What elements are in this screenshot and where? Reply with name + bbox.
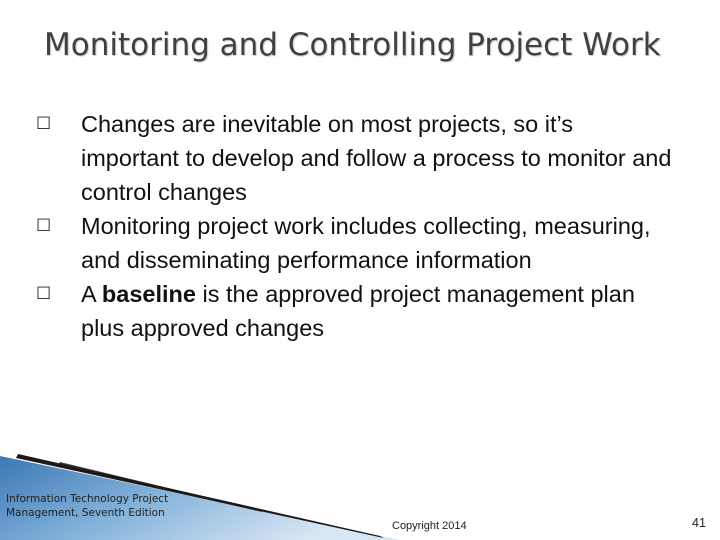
slide-title: Monitoring and Controlling Project Work xyxy=(44,27,661,63)
bullet-list xyxy=(36,107,676,345)
book-title-footer: Information Technology Project Management, Seventh Edition xyxy=(6,493,169,519)
bullet-text: Changes are inevitable on most projects, so it’s important to develop and follow a process to monitor and control changes xyxy=(81,111,672,205)
checkbox-bullet-icon: ☐ xyxy=(36,114,52,134)
bullet-item xyxy=(36,277,676,345)
bullet-text-start: A xyxy=(81,281,102,307)
checkbox-bullet-icon: ☐ xyxy=(36,284,52,304)
bullet-text: Monitoring project work includes collecting, measuring, and disseminating performance information xyxy=(81,213,651,273)
bullet-item xyxy=(36,209,676,277)
page-number: 41 xyxy=(692,516,706,530)
bullet-item xyxy=(36,107,676,209)
bullet-text-bold-term: baseline xyxy=(101,281,196,307)
checkbox-bullet-icon: ☐ xyxy=(36,216,52,236)
copyright-footer: Copyright 2014 xyxy=(392,520,467,532)
bullet-text-end: is the approved project management plan plus approved changes xyxy=(81,281,635,341)
